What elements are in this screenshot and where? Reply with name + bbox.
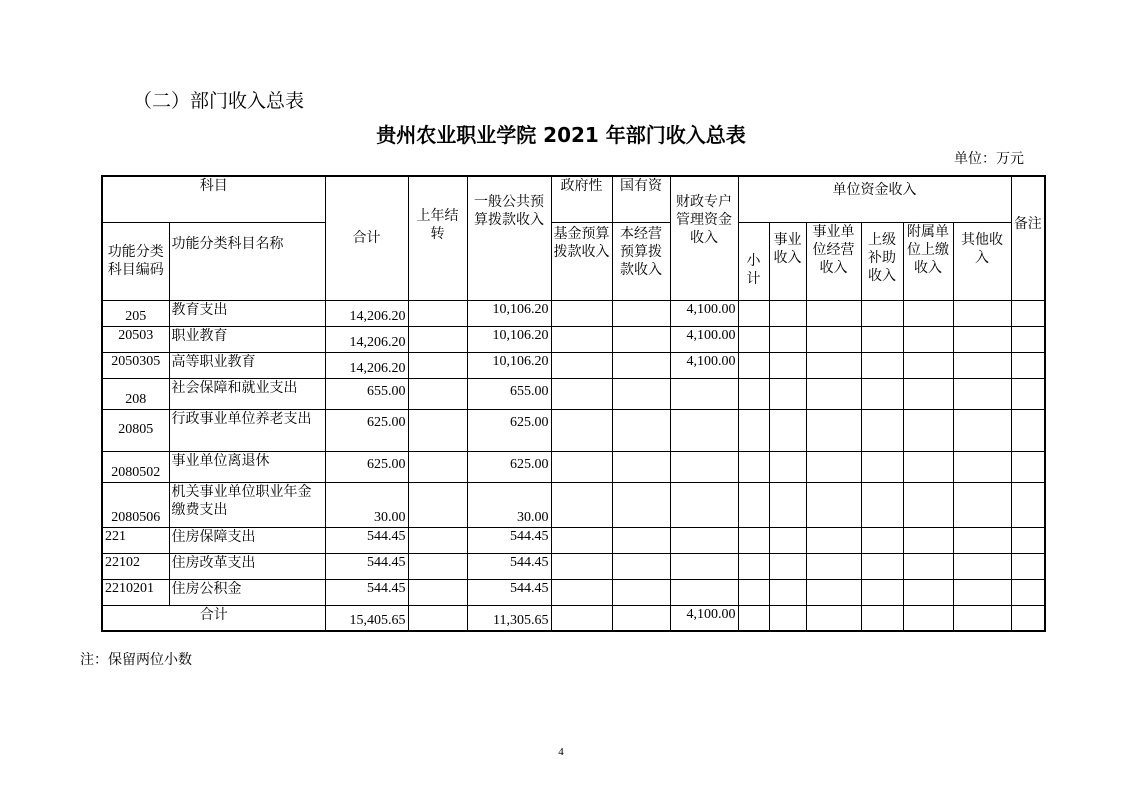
header-unit-funds: 单位资金收入: [738, 176, 1011, 222]
header-row-2: [102, 222, 1045, 300]
row-special: 4,100.00: [670, 352, 738, 378]
header-state-capital-bottom: 本经营预算拨款收入: [612, 222, 670, 300]
row-general: 30.00: [467, 482, 551, 527]
row-special: [670, 553, 738, 579]
row-name: 事业单位离退休: [169, 451, 325, 482]
header-general-budget: 一般公共预算拨款收入: [467, 176, 551, 300]
table-row: [102, 527, 1045, 553]
header-remarks: 备注: [1011, 176, 1045, 300]
header-total: 合计: [325, 176, 408, 300]
row-name: 住房改革支出: [169, 553, 325, 579]
header-func-code: 功能分类科目编码: [102, 222, 169, 300]
header-operating-income: 事业单位经营收入: [806, 222, 861, 300]
table-row: [102, 451, 1045, 482]
header-special-account: 财政专户管理资金收入: [670, 176, 738, 300]
total-row-special: 4,100.00: [670, 605, 738, 631]
row-special: [670, 451, 738, 482]
row-special: [670, 378, 738, 409]
row-total: 14,206.20: [325, 352, 408, 378]
table-row: [102, 553, 1045, 579]
row-total: 544.45: [325, 527, 408, 553]
document-title: 贵州农业职业学院 2021 年部门收入总表: [376, 123, 746, 147]
row-name: 高等职业教育: [169, 352, 325, 378]
row-general: 10,106.20: [467, 300, 551, 326]
row-total: 30.00: [325, 482, 408, 527]
row-general: 544.45: [467, 553, 551, 579]
row-total: 544.45: [325, 553, 408, 579]
footnote: 注：保留两位小数: [80, 652, 192, 668]
section-heading: （二）部门收入总表: [133, 90, 305, 112]
row-general: 544.45: [467, 579, 551, 605]
row-special: [670, 579, 738, 605]
page-number: 4: [558, 746, 564, 758]
row-code: 205: [102, 300, 169, 326]
row-name: 社会保障和就业支出: [169, 378, 325, 409]
row-total: 625.00: [325, 451, 408, 482]
row-total: 544.45: [325, 579, 408, 605]
header-affiliate-income: 附属单位上缴收入: [903, 222, 953, 300]
row-code: 2050305: [102, 352, 169, 378]
row-code: 20503: [102, 326, 169, 352]
header-gov-fund-top: 政府性: [551, 176, 612, 222]
row-code: 20805: [102, 409, 169, 451]
table-row: [102, 326, 1045, 352]
header-subject: 科目: [102, 176, 325, 222]
row-general: 625.00: [467, 409, 551, 451]
header-state-capital-top: 国有资: [612, 176, 670, 222]
total-row: [102, 605, 1045, 631]
row-special: [670, 482, 738, 527]
row-special: [670, 527, 738, 553]
header-other-income: 其他收入: [953, 222, 1011, 300]
row-special: 4,100.00: [670, 326, 738, 352]
row-name: 住房保障支出: [169, 527, 325, 553]
header-superior-subsidy: 上级补助收入: [861, 222, 903, 300]
row-code: 2080506: [102, 482, 169, 527]
total-row-general: 11,305.65: [467, 605, 551, 631]
row-general: 655.00: [467, 378, 551, 409]
header-row-1: [102, 176, 1045, 222]
row-code: 2210201: [102, 579, 169, 605]
row-name: 教育支出: [169, 300, 325, 326]
header-subtotal: 小计: [738, 222, 769, 300]
row-general: 10,106.20: [467, 352, 551, 378]
table-row: [102, 378, 1045, 409]
row-general: 10,106.20: [467, 326, 551, 352]
table-row: [102, 579, 1045, 605]
row-special: 4,100.00: [670, 300, 738, 326]
income-table: [101, 175, 1046, 632]
row-total: 14,206.20: [325, 326, 408, 352]
row-code: 221: [102, 527, 169, 553]
row-special: [670, 409, 738, 451]
row-code: 2080502: [102, 451, 169, 482]
row-name: 住房公积金: [169, 579, 325, 605]
table-row: [102, 482, 1045, 527]
header-func-name: 功能分类科目名称: [169, 222, 325, 300]
unit-label: 单位：万元: [954, 151, 1024, 167]
header-gov-fund-bottom: 基金预算拨款收入: [551, 222, 612, 300]
row-code: 22102: [102, 553, 169, 579]
row-name: 机关事业单位职业年金缴费支出: [169, 482, 325, 527]
total-row-label: 合计: [102, 605, 325, 631]
row-name: 行政事业单位养老支出: [169, 409, 325, 451]
total-row-total: 15,405.65: [325, 605, 408, 631]
table-row: [102, 352, 1045, 378]
row-total: 14,206.20: [325, 300, 408, 326]
table-row: [102, 409, 1045, 451]
row-general: 544.45: [467, 527, 551, 553]
row-total: 625.00: [325, 409, 408, 451]
row-general: 625.00: [467, 451, 551, 482]
header-business-income: 事业收入: [769, 222, 806, 300]
row-code: 208: [102, 378, 169, 409]
row-total: 655.00: [325, 378, 408, 409]
row-name: 职业教育: [169, 326, 325, 352]
table-row: [102, 300, 1045, 326]
header-carryover: 上年结转: [408, 176, 467, 300]
